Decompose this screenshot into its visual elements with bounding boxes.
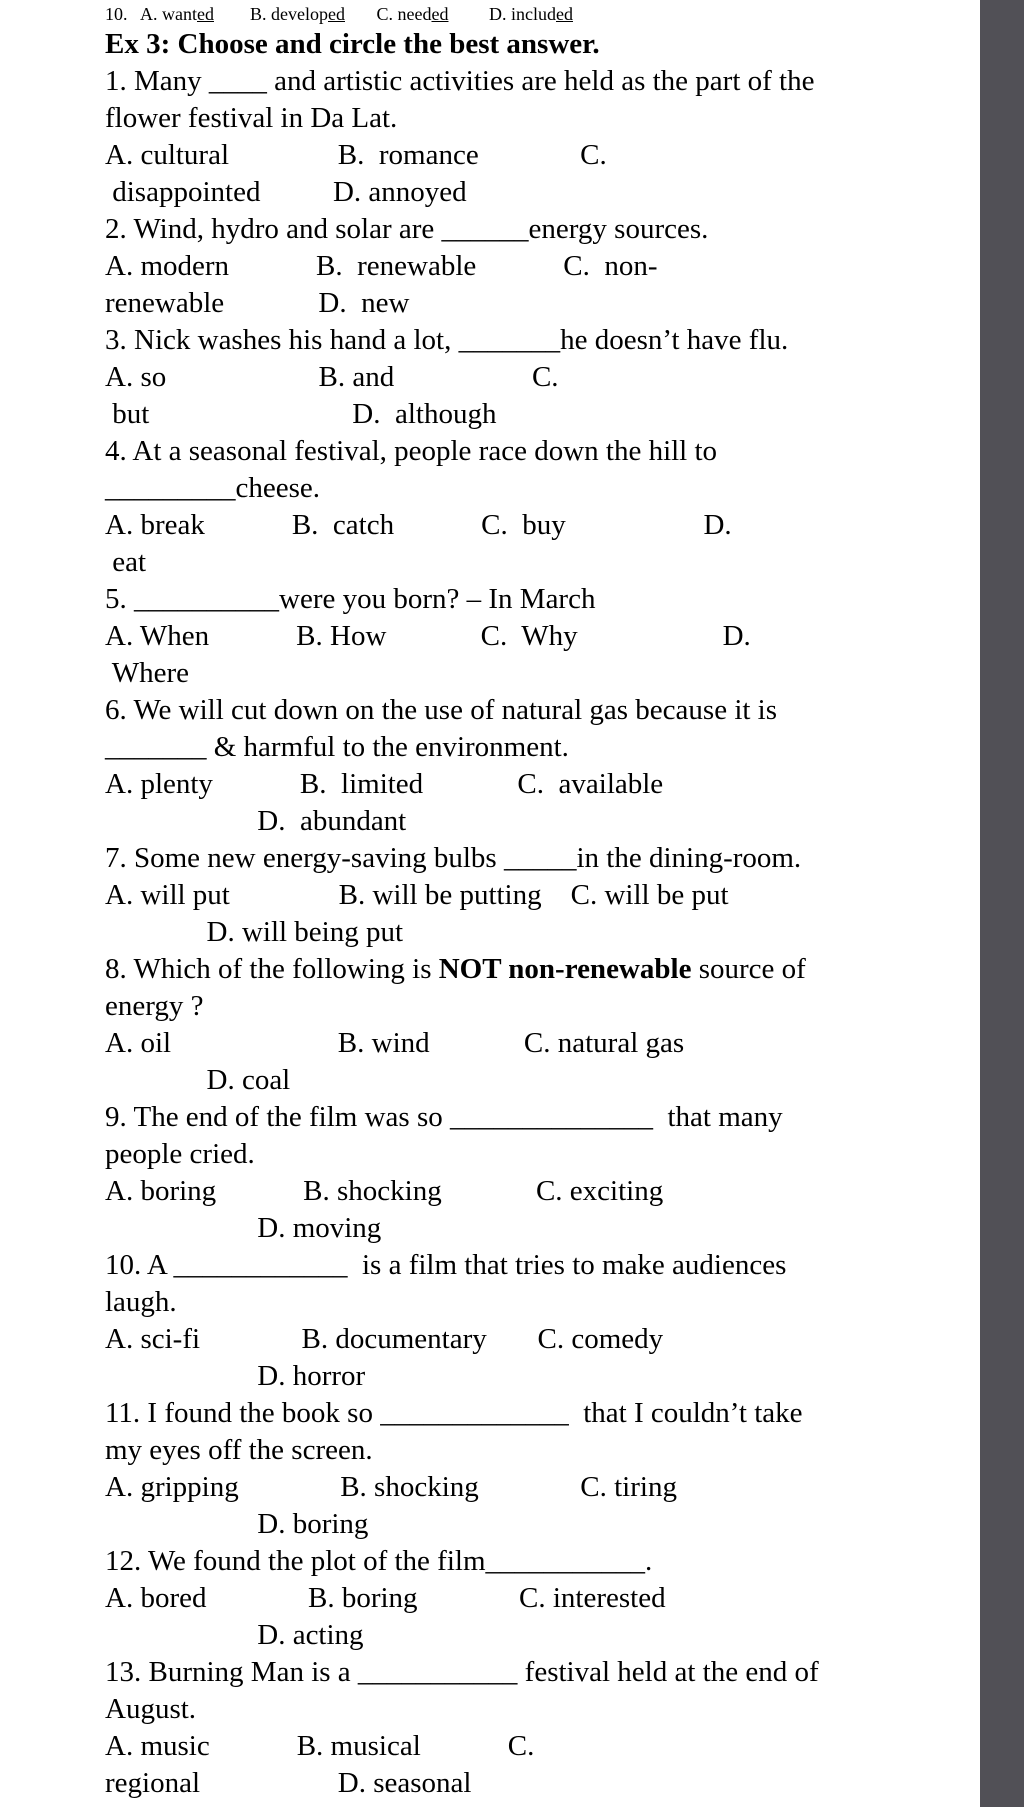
q4-options-line-2 — [105, 544, 964, 581]
q11-options-line-1 — [105, 1469, 964, 1506]
text-segment: A. modern B. renewable C. non- — [105, 250, 658, 282]
q6-options-line-1 — [105, 766, 964, 803]
text-segment: eat — [105, 546, 147, 578]
prev-exercise-q10-options — [105, 2, 964, 26]
q10-stem-line-2 — [105, 1284, 964, 1321]
q3-options-line-1 — [105, 359, 964, 396]
text-segment: A. bored B. boring C. interested — [105, 1582, 666, 1614]
q2-stem — [105, 211, 964, 248]
scrollbar-track[interactable] — [980, 0, 1024, 1807]
q5-options-line-1 — [105, 618, 964, 655]
q12-stem — [105, 1543, 964, 1580]
text-segment: 6. We will cut down on the use of natural gas because it is — [105, 694, 778, 726]
q3-stem — [105, 322, 964, 359]
q13-stem-line-2 — [105, 1691, 964, 1728]
text-segment: source of — [691, 953, 806, 985]
text-segment: 4. At a seasonal festival, people race down the hill to — [105, 435, 718, 467]
text-segment: 9. The end of the film was so ______________ that many — [105, 1101, 783, 1133]
q10-stem-line-1 — [105, 1247, 964, 1284]
q1-stem-line-1 — [105, 63, 964, 100]
text-segment: 10. A. want — [105, 4, 197, 24]
q8-stem-line-1 — [105, 951, 964, 988]
q1-options-line-2 — [105, 174, 964, 211]
text-segment: 8. Which of the following is — [105, 953, 439, 985]
text-segment: regional D. seasonal — [105, 1767, 472, 1799]
text-segment: ed — [555, 4, 573, 24]
text-segment: A. boring B. shocking C. exciting — [105, 1175, 664, 1207]
q3-options-line-2 — [105, 396, 964, 433]
text-segment: 10. A ____________ is a film that tries to make audiences — [105, 1249, 787, 1281]
q9-stem-line-2 — [105, 1136, 964, 1173]
q11-stem-line-1 — [105, 1395, 964, 1432]
q8-options-line-2 — [105, 1062, 964, 1099]
text-segment: 12. We found the plot of the film___________. — [105, 1545, 653, 1577]
text-segment: D. moving — [105, 1212, 382, 1244]
text-segment: 5. __________were you born? – In March — [105, 583, 596, 615]
text-segment: _______ & harmful to the environment. — [105, 731, 569, 763]
text-segment: D. boring — [105, 1508, 369, 1540]
q12-options-line-1 — [105, 1580, 964, 1617]
text-segment: disappointed D. annoyed — [105, 176, 467, 208]
exercise-3-title — [105, 26, 964, 63]
q11-options-line-2 — [105, 1506, 964, 1543]
text-segment: 2. Wind, hydro and solar are ______energy sources. — [105, 213, 709, 245]
q7-stem — [105, 840, 964, 877]
text-segment: 1. Many ____ and artistic activities are held as the part of the — [105, 65, 815, 97]
text-segment: A. so B. and C. — [105, 361, 559, 393]
q13-options-line-1 — [105, 1728, 964, 1765]
text-segment: D. abundant — [105, 805, 407, 837]
text-segment: flower festival in Da Lat. — [105, 102, 398, 134]
q4-stem-line-2 — [105, 470, 964, 507]
q6-stem-line-2 — [105, 729, 964, 766]
text-segment: renewable D. new — [105, 287, 410, 319]
text-segment: C. need — [345, 4, 432, 24]
q7-options-line-1 — [105, 877, 964, 914]
q8-stem-line-2 — [105, 988, 964, 1025]
text-segment: but D. although — [105, 398, 497, 430]
text-segment: laugh. — [105, 1286, 177, 1318]
text-segment: B. develop — [214, 4, 328, 24]
text-segment: A. will put B. will be putting C. will be put — [105, 879, 729, 911]
text-segment: Where — [105, 657, 189, 689]
text-segment: August. — [105, 1693, 197, 1725]
text-segment: 13. Burning Man is a ___________ festival held at the end of — [105, 1656, 819, 1688]
q11-stem-line-2 — [105, 1432, 964, 1469]
text-segment: ed — [197, 4, 214, 24]
text-segment: A. sci-fi B. documentary C. comedy — [105, 1323, 664, 1355]
q8-options-line-1 — [105, 1025, 964, 1062]
q13-options-line-2 — [105, 1765, 964, 1802]
q6-stem-line-1 — [105, 692, 964, 729]
text-segment: D. will being put — [105, 916, 404, 948]
text-segment: A. gripping B. shocking C. tiring — [105, 1471, 677, 1503]
text-segment: D. horror — [105, 1360, 366, 1392]
text-segment: NOT non-renewable — [438, 953, 692, 985]
text-segment: 3. Nick washes his hand a lot, _______he doesn’t have flu. — [105, 324, 789, 356]
text-segment: people cried. — [105, 1138, 255, 1170]
q1-stem-line-2 — [105, 100, 964, 137]
text-segment: A. oil B. wind C. natural gas — [105, 1027, 685, 1059]
q4-options-line-1 — [105, 507, 964, 544]
q5-options-line-2 — [105, 655, 964, 692]
text-segment: A. When B. How C. Why D. — [105, 620, 751, 652]
text-segment: D. includ — [448, 4, 556, 24]
text-segment: ed — [328, 4, 345, 24]
q9-options-line-1 — [105, 1173, 964, 1210]
document-text-area — [105, 2, 964, 1802]
q7-options-line-2 — [105, 914, 964, 951]
q12-options-line-2 — [105, 1617, 964, 1654]
text-segment: D. coal — [105, 1064, 291, 1096]
q9-options-line-2 — [105, 1210, 964, 1247]
text-segment: A. plenty B. limited C. available — [105, 768, 664, 800]
q4-stem-line-1 — [105, 433, 964, 470]
text-segment: Ex 3: Choose and circle the best answer. — [105, 28, 600, 60]
text-segment: A. cultural B. romance C. — [105, 139, 607, 171]
text-segment: 7. Some new energy-saving bulbs _____in the dining-room. — [105, 842, 802, 874]
q5-stem — [105, 581, 964, 618]
text-segment: A. break B. catch C. buy D. — [105, 509, 732, 541]
text-segment: 11. I found the book so _____________ that I couldn’t take — [105, 1397, 803, 1429]
q6-options-line-2 — [105, 803, 964, 840]
text-segment: energy ? — [105, 990, 204, 1022]
text-segment: D. acting — [105, 1619, 364, 1651]
q10-options-line-2 — [105, 1358, 964, 1395]
text-segment: _________cheese. — [105, 472, 321, 504]
q2-options-line-1 — [105, 248, 964, 285]
q13-stem-line-1 — [105, 1654, 964, 1691]
text-segment: my eyes off the screen. — [105, 1434, 373, 1466]
q10-options-line-1 — [105, 1321, 964, 1358]
text-segment: A. music B. musical C. — [105, 1730, 535, 1762]
q9-stem-line-1 — [105, 1099, 964, 1136]
text-segment: ed — [431, 4, 449, 24]
q2-options-line-2 — [105, 285, 964, 322]
q1-options-line-1 — [105, 137, 964, 174]
